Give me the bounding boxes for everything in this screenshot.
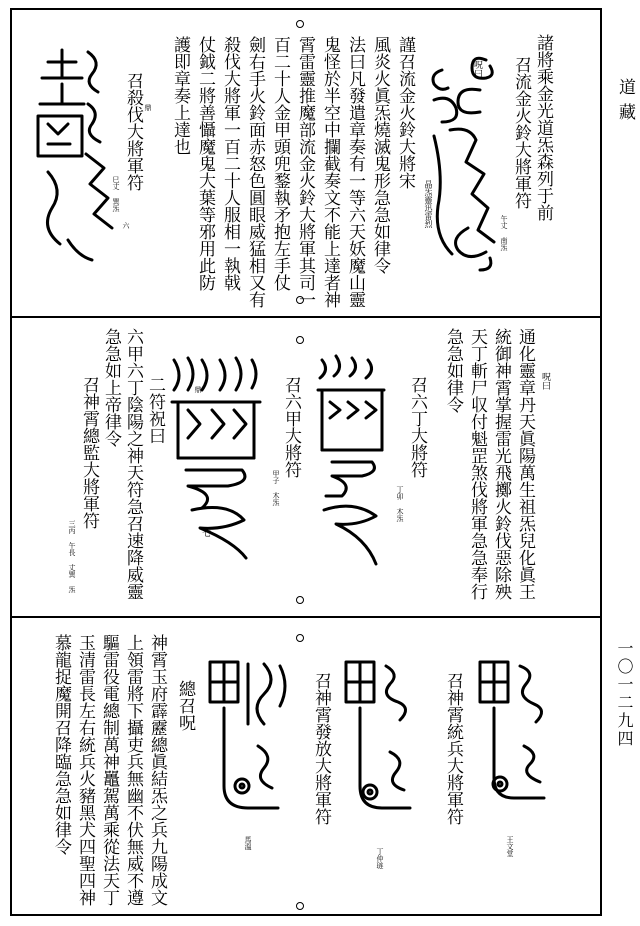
text-column: 仗鉞二將善懾魔鬼大葉等邪用此防 [195,36,215,291]
text-column: 霄雷靈推魔部流金火鈴大將軍其司一 [295,36,315,308]
sec3-incant-label: 總召呪 [175,680,195,731]
sec1-talisman-note-1: 午丈 南炁 [500,215,508,251]
section-divider-2 [10,616,602,618]
text-column: 風炎火眞炁燒滅鬼形急急如律令 [370,36,390,274]
binding-hole [296,902,304,910]
sec2-incant-label: 呪曰 [540,372,550,390]
sec1-mark-b: 鼎 [144,104,152,111]
talisman-liujin-huoling [420,50,500,280]
text-column: 六甲六丁陰陽之神天符急召速降威靈 [123,328,143,600]
sec3-name-1: 王文堂 [506,836,514,857]
binding-hole [296,336,304,344]
text-column: 急急如上帝律令 [101,328,121,447]
text-column: 玉清雷長左右統兵火豬黑犬四聖四神 [75,634,95,906]
text-column: 護即章奏上達也 [170,36,190,155]
text-column: 謹召流金火鈴大將宋 [395,36,415,189]
sec1-heading: 諸將乘金光道炁森列于前 [533,34,553,221]
talisman-liuding [312,350,392,570]
sec3-talisman-title-2: 召神霄發放大將軍符 [311,672,331,825]
text-column: 慕龍捉魔開召降臨急急如律令 [51,634,71,855]
sec2-talisman-note-1: 丁卯 木炁 [396,486,404,522]
text-column: 統御神霄掌握雷光飛擲火鈴伐惡除殃 [491,328,511,600]
sec1-incant-label: 呪曰 [472,60,482,78]
margin-title: 道藏 [615,78,635,128]
sec3-talisman-title-1: 召神霄統兵大將軍符 [443,672,463,825]
sec2-mark-b: 鼎 [194,386,202,393]
binding-hole [296,634,304,642]
text-column: 上領雷將下攝吏兵無幽不伏無威不遵 [123,634,143,906]
sec2-spell-label: 二符祝曰 [145,376,165,444]
talisman-third [204,656,300,826]
talisman-tongbing [474,656,564,816]
text-column: 百二十人金甲頭兜鍪執矛抱左手仗 [270,36,290,291]
sec3-name-3: 馬溫 [244,836,252,850]
sec1-line-note: 晶炁靈迅雷烈 [424,180,433,228]
sec2-mark-a: 七 [200,528,210,537]
sec2-talisman-title-3: 召神霄總監大將軍符 [79,376,99,529]
binding-hole [296,596,304,604]
sec2-talisman-title-2: 召六甲大將符 [281,376,301,478]
section-divider-1 [10,316,602,318]
sec2-talisman-note-3: 三丙 午長 丈巽 炁 [68,520,76,593]
text-column: 鬼怪於半空中攔截奏文不能上達者神 [320,36,340,308]
text-column: 神霄玉府霹靂總眞結炁之兵九陽成文 [147,634,167,906]
sec1-talisman-title-2: 召殺伐大將軍符 [123,72,143,191]
sec3-name-2: 丁仲琏 [376,848,384,869]
text-column: 急急如律令 [443,328,463,413]
binding-hole [296,20,304,28]
text-column: 驅雷役電總制萬神鼉駕萬乘從法天丁 [99,634,119,906]
sec1-mark-a: 六 [122,222,130,229]
sec1-talisman-title-1: 召流金火鈴大將軍符 [511,56,531,209]
talisman-shafa [28,44,118,274]
talisman-liujia [168,350,264,560]
sec2-talisman-note-2: 甲子 木炁 [272,470,280,506]
text-column: 通化靈章丹天眞陽萬生祖炁兒化眞王 [515,328,535,600]
page-number: 一〇一二九四 [615,640,634,748]
text-column: 天丁斬尸収付魁罡煞伐將軍急急奉行 [467,328,487,600]
sec1-talisman-note-2: 巳丈 巽炁 [112,176,120,212]
text-column: 劍右手火鈴面赤怒色圓眼威猛相又有 [245,36,265,308]
sec2-talisman-title-1: 召六丁大將符 [407,376,427,478]
text-column: 殺伐大將軍一百二十人服相一執戟 [220,36,240,291]
talisman-fafang [340,656,430,826]
text-column: 法曰凡發遣章奏有一等六天妖魔山靈 [345,36,365,308]
